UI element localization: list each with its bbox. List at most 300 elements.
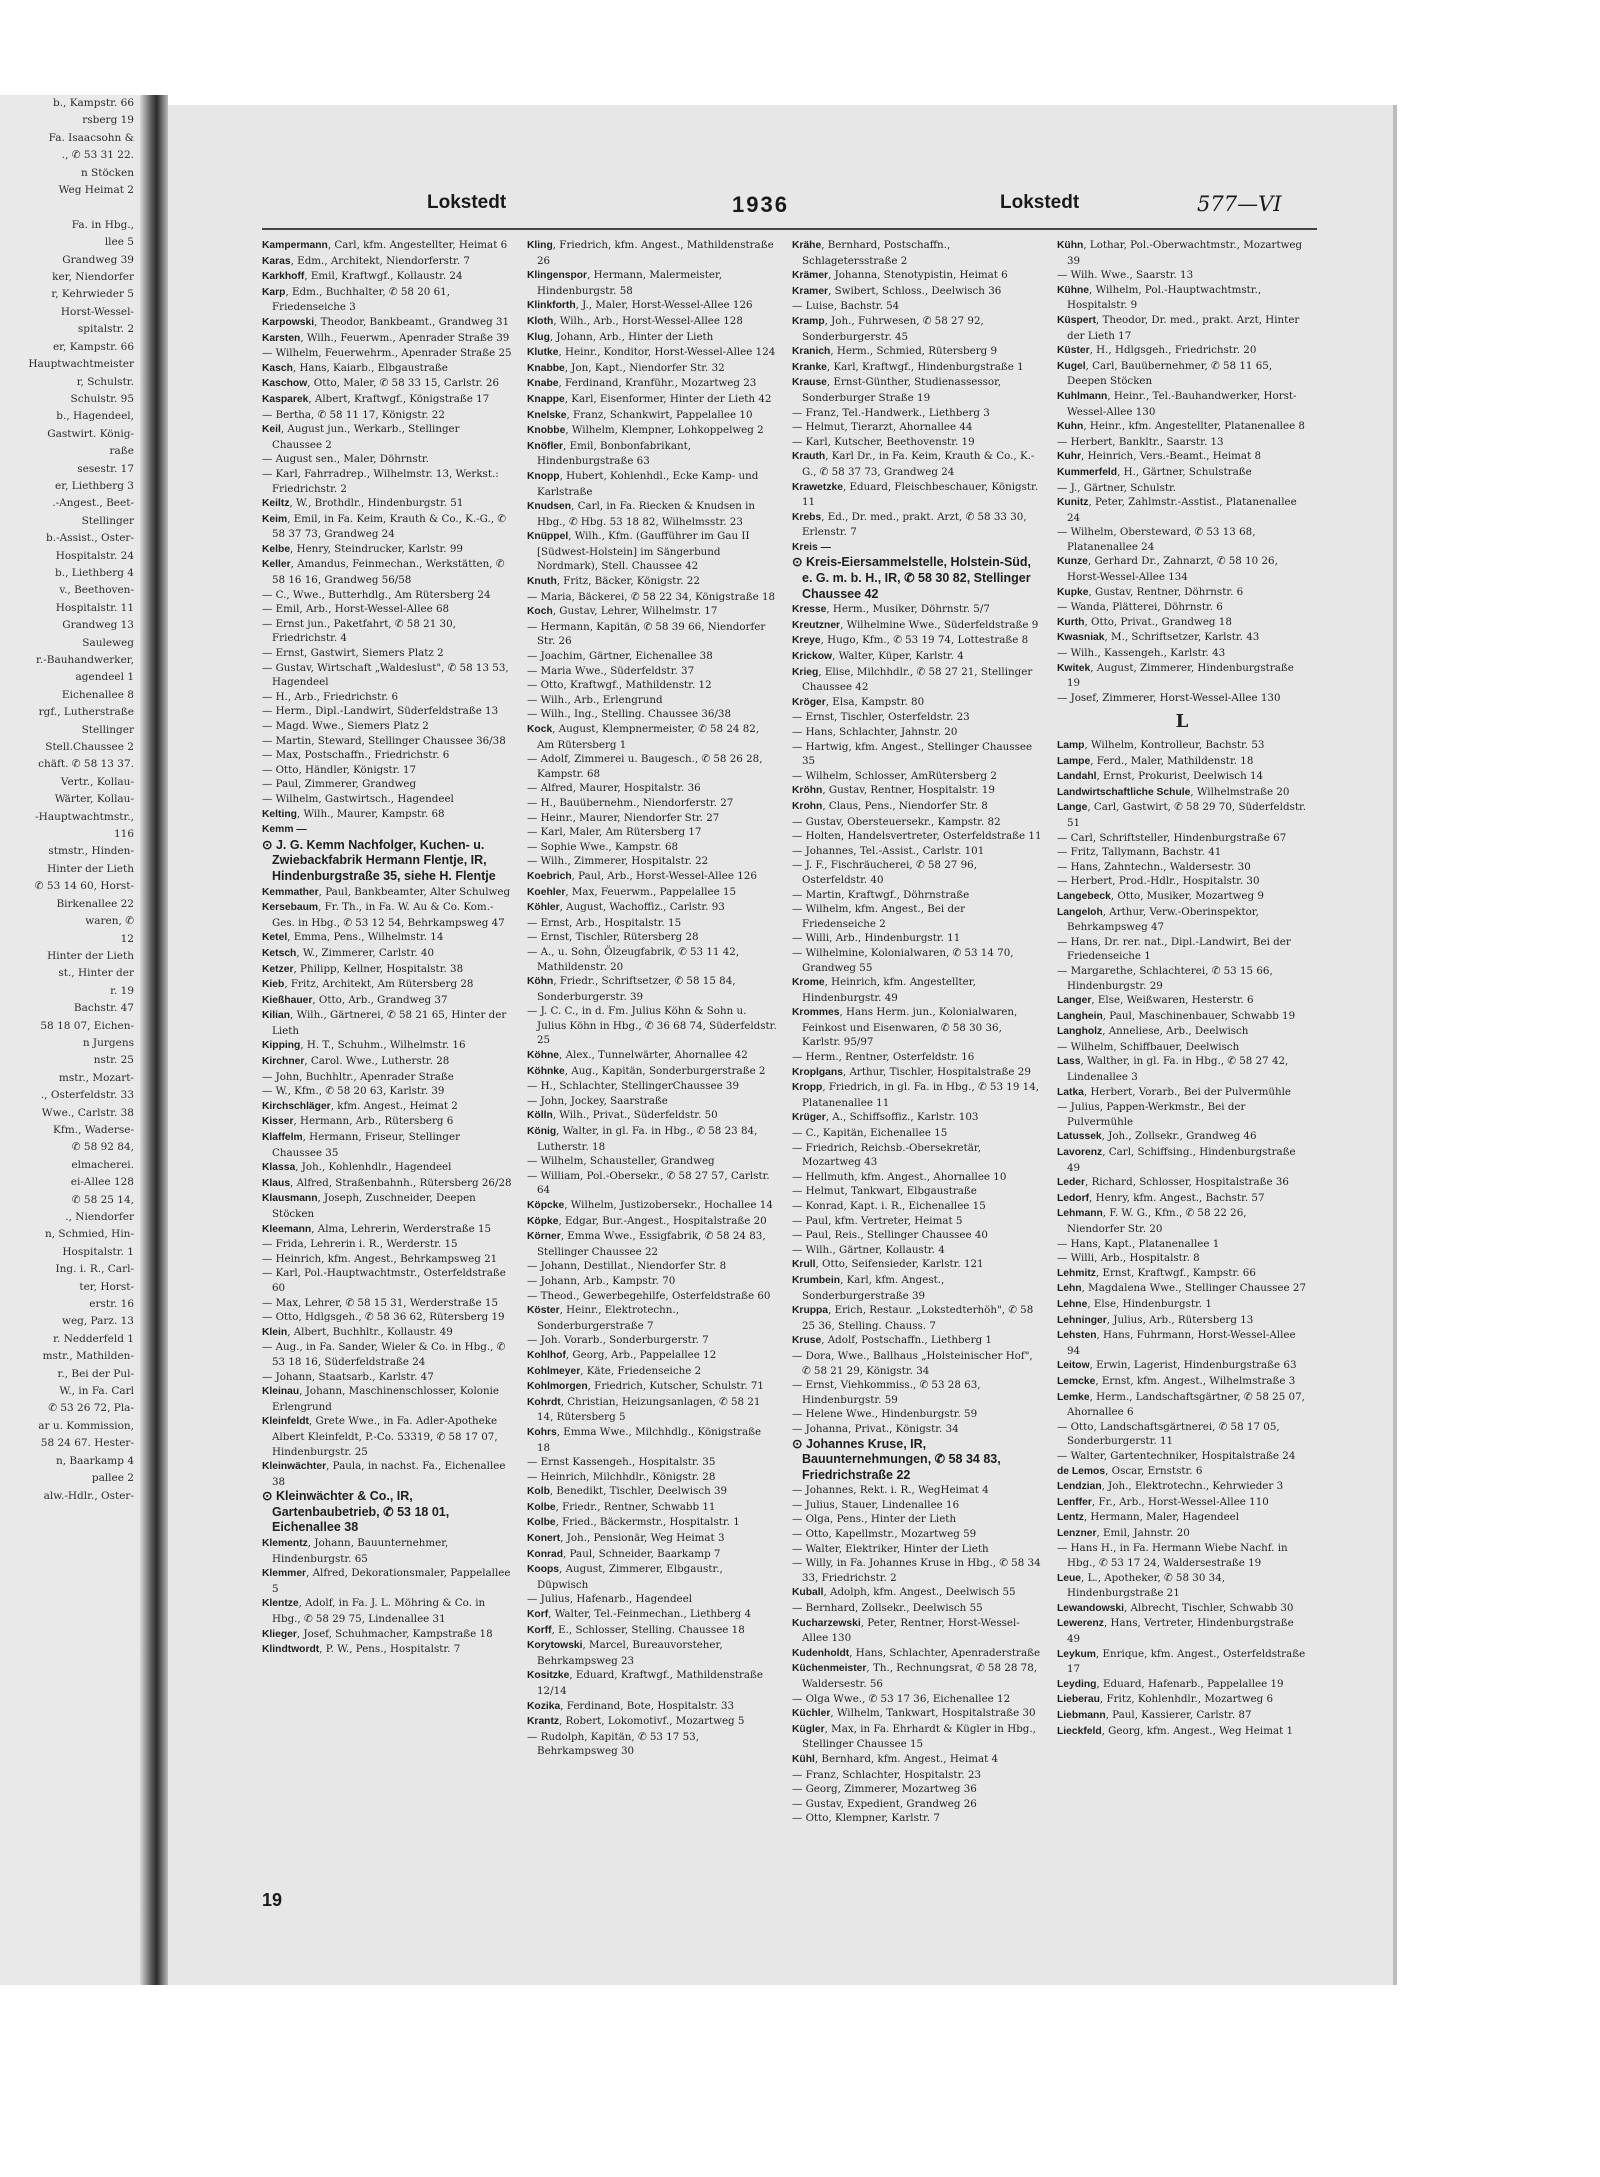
directory-entry: — Wilhelm, Feuerwehrm., Apenrader Straße 25 (262, 347, 512, 360)
directory-entry: Klentze, Adolf, in Fa. J. L. Möhring & Co. in Hbg., ✆ 58 29 75, Lindenallee 31 (262, 1597, 486, 1626)
directory-entry: Lavorenz, Carl, Schiffsing., Hindenburgstraße 49 (1057, 1146, 1296, 1174)
left-fragment-line: n Jurgens (82, 1036, 134, 1049)
directory-entry: Leder, Richard, Schlosser, Hospitalstraße 36 (1057, 1176, 1289, 1189)
directory-entry: — August sen., Maler, Döhrnstr. (262, 453, 429, 466)
directory-entry: Koch, Gustav, Lehrer, Wilhelmstr. 17 (527, 605, 718, 618)
left-page-fragment (0, 95, 140, 1985)
directory-entry: Köhler, August, Wachoffiz., Carlstr. 93 (527, 901, 725, 914)
left-fragment-line: ker, Niendorfer (52, 271, 134, 284)
directory-entry: — Willi, Arb., Hindenburgstr. 11 (792, 932, 961, 945)
directory-entry: — Julius, Pappen-Werkmstr., Bei der Pulvermühle (1057, 1101, 1246, 1128)
directory-entry: — Olga Wwe., ✆ 53 17 36, Eichenallee 12 (792, 1692, 1011, 1705)
directory-entry: Küchenmeister, Th., Rechnungsrat, ✆ 58 28 78, Waldersestr. 56 (792, 1662, 1038, 1690)
directory-entry: — Julius, Stauer, Lindenallee 16 (792, 1498, 960, 1511)
left-fragment-line: ✆ 53 26 72, Pla- (48, 1402, 134, 1415)
directory-entry: — Aug., in Fa. Sander, Wieler & Co. in Hbg., ✆ 53 18 16, Süderfeldstraße 24 (262, 1341, 506, 1368)
directory-entry: — Wilh., Arb., Erlengrund (527, 693, 663, 706)
directory-entry: Krüger, A., Schiffsoffiz., Karlstr. 103 (792, 1111, 979, 1124)
directory-entry: Kling, Friedrich, kfm. Angest., Mathildenstraße 26 (527, 239, 774, 267)
left-fragment-line: elmacherei. (71, 1158, 134, 1171)
directory-entry: — Wilhelmine, Kolonialwaren, ✆ 53 14 70, Grandweg 55 (792, 946, 1014, 974)
directory-entry: Kohrs, Emma Wwe., Milchhdlg., Königstraße 18 (527, 1425, 762, 1454)
directory-entry: — H., Bauübernehm., Niendorferstr. 27 (527, 796, 734, 809)
directory-entry: Kugel, Carl, Bauübernehmer, ✆ 58 11 65, Deepen Stöcken (1057, 359, 1273, 388)
directory-entry: Kampermann, Carl, kfm. Angestellter, Heimat 6 (262, 239, 508, 251)
directory-entry: Leyding, Eduard, Hafenarb., Pappelallee 19 (1057, 1677, 1284, 1690)
directory-entry: Ledorf, Henry, kfm. Angest., Bachstr. 57 (1057, 1191, 1265, 1204)
directory-entry: Küster, H., Hdlgsgeh., Friedrichstr. 20 (1057, 344, 1257, 357)
left-fragment-line: Hospitalstr. 11 (55, 601, 134, 614)
directory-entry: — Paul, Reis., Stellinger Chaussee 40 (792, 1229, 988, 1242)
directory-entry: Knabbe, Jon, Kapt., Niendorfer Str. 32 (527, 361, 725, 374)
directory-entry: — Otto, Kraftwgf., Mathildenstr. 12 (527, 679, 712, 692)
left-fragment-line: pallee 2 (91, 1472, 134, 1485)
directory-entry: Kröger, Elsa, Kampstr. 80 (792, 695, 925, 708)
directory-entry: Krebs, Ed., Dr. med., prakt. Arzt, ✆ 58 33 30, Erlenstr. 7 (792, 510, 1027, 539)
directory-entry: Knobbe, Wilhelm, Klempner, Lohkoppelweg 2 (527, 424, 764, 437)
directory-entry: Klug, Johann, Arb., Hinter der Lieth (527, 330, 714, 343)
directory-entry: Kröhn, Gustav, Rentner, Hospitalstr. 19 (792, 784, 995, 797)
left-fragment-line: Hospitalstr. 1 (62, 1245, 134, 1258)
left-fragment-line: r, Kehrwieder 5 (51, 288, 134, 301)
left-fragment-line: erstr. 16 (89, 1298, 134, 1311)
directory-entry: — Otto, Landschaftsgärtnerei, ✆ 58 17 05, Sonderburgerstr. 11 (1057, 1420, 1280, 1448)
left-fragment-line: ei-Allee 128 (70, 1176, 134, 1189)
directory-entry: Kemmather, Paul, Bankbeamter, Alter Schulweg (262, 885, 511, 898)
directory-entry: Kroplgans, Arthur, Tischler, Hospitalstraße 29 (792, 1065, 1031, 1078)
directory-entry: — A., u. Sohn, Ölzeugfabrik, ✆ 53 11 42, Mathildenstr. 20 (527, 945, 740, 973)
page-edge (1393, 105, 1397, 1985)
header-right-title: Lokstedt (1000, 192, 1080, 213)
directory-entry: — Frida, Lehrerin i. R., Werderstr. 15 (262, 1238, 458, 1251)
directory-entry: Kramer, Swibert, Schloss., Deelwisch 36 (792, 284, 1002, 297)
header-rule (262, 228, 1317, 230)
directory-entry: — C., Kapitän, Eichenallee 15 (792, 1127, 948, 1140)
directory-entry: Krämer, Johanna, Stenotypistin, Heimat 6 (792, 269, 1008, 282)
directory-entry: — Holten, Handelsvertreter, Osterfeldstraße 11 (792, 830, 1042, 843)
directory-entry: — Willi, Arb., Hospitalstr. 8 (1057, 1252, 1200, 1265)
directory-entry: Klassa, Joh., Kohlenhdlr., Hagendeel (262, 1161, 452, 1174)
directory-entry: Lenffer, Fr., Arb., Horst-Wessel-Allee 110 (1057, 1495, 1269, 1508)
directory-entry: — Herbert, Bankltr., Saarstr. 13 (1057, 435, 1224, 448)
directory-entry: Köhne, Alex., Tunnelwärter, Ahornallee 42 (527, 1049, 748, 1062)
directory-entry: ⊙ J. G. Kemm Nachfolger, Kuchen- u. Zwiebackfabrik Hermann Flentje, IR, Hindenburgstraße 35, siehe H. Flentje (262, 837, 496, 883)
left-fragment-line: weg, Parz. 13 (61, 1315, 134, 1328)
header-left-title: Lokstedt (427, 192, 507, 213)
directory-entry: Kwitek, August, Zimmerer, Hindenburgstraße 19 (1057, 661, 1294, 690)
directory-entry: — Bertha, ✆ 58 11 17, Königstr. 22 (262, 408, 445, 421)
directory-entry: Knuth, Fritz, Bäcker, Königstr. 22 (527, 575, 700, 588)
left-fragment-line: ✆ 53 14 60, Horst- (34, 880, 134, 893)
left-fragment-line: b., Hagendeel, (56, 410, 134, 423)
left-fragment-line: Hinter der Lieth (47, 862, 134, 875)
directory-column-1 (262, 238, 512, 1903)
directory-entry: Lehsten, Hans, Fuhrmann, Horst-Wessel-Allee 94 (1057, 1329, 1296, 1357)
directory-entry: Klein, Albert, Buchhltr., Kollaustr. 49 (262, 1325, 453, 1338)
directory-entry: — Wilhelm, Schlosser, AmRütersberg 2 (792, 769, 997, 782)
directory-entry: Klausmann, Joseph, Zuschneider, Deepen Stöcken (262, 1192, 476, 1220)
left-fragment-line: r.-Bauhandwerker, (36, 654, 134, 666)
directory-entry: Kupke, Gustav, Rentner, Döhrnstr. 6 (1057, 585, 1244, 598)
directory-entry: Knöfler, Emil, Bonbonfabrikant, Hindenburgstraße 63 (527, 439, 692, 468)
left-fragment-line: Kfm., Waderse- (53, 1123, 134, 1136)
left-fragment-line: Birkenallee 22 (56, 897, 134, 910)
left-fragment-line: llee 5 (104, 236, 134, 249)
directory-entry: — Helmut, Tankwart, Elbgaustraße (792, 1185, 977, 1198)
directory-entry: — Franz, Schlachter, Hospitalstr. 23 (792, 1768, 982, 1781)
left-fragment-line: Gastwirt. König- (47, 427, 134, 440)
directory-entry: Kruppa, Erich, Restaur. „Lokstedterhöh", ✆ 58 25 36, Stelling. Chauss. 7 (792, 1304, 1034, 1332)
directory-entry: Kolbe, Friedr., Rentner, Schwabb 11 (527, 1500, 716, 1513)
directory-entry: — Maria, Bäckerei, ✆ 58 22 34, Königstraße 18 (527, 590, 776, 603)
directory-entry: Korf, Walter, Tel.-Feinmechan., Liethberg 4 (527, 1608, 752, 1621)
directory-entry: Keiltz, W., Brothdlr., Hindenburgstr. 51 (262, 497, 464, 510)
directory-entry: Kreutzner, Wilhelmine Wwe., Süderfeldstraße 9 (792, 618, 1039, 631)
directory-entry: — Wilhelm, Schausteller, Grandweg (527, 1155, 715, 1168)
left-fragment-line: chäft. ✆ 58 13 37. (38, 758, 134, 771)
directory-entry: Konrad, Paul, Schneider, Baarkamp 7 (527, 1547, 721, 1560)
left-fragment-line: Wärter, Kollau- (54, 793, 134, 806)
footer-signature-number: 19 (262, 1890, 283, 1910)
directory-entry: Landahl, Ernst, Prokurist, Deelwisch 14 (1057, 770, 1264, 783)
directory-entry: Leue, L., Apotheker, ✆ 58 30 34, Hindenburgstraße 21 (1057, 1571, 1226, 1600)
directory-entry: Kleinwächter, Paula, in nachst. Fa., Eichenallee 38 (262, 1460, 506, 1488)
directory-entry: Kummerfeld, H., Gärtner, Schulstraße (1057, 465, 1252, 478)
left-fragment-line: spitalstr. 2 (77, 323, 134, 336)
directory-entry: Köster, Heinr., Elektrotechn., Sonderburgerstraße 7 (527, 1304, 679, 1332)
directory-entry: — Adolf, Zimmerei u. Baugesch., ✆ 58 26 28, Kampstr. 68 (527, 753, 763, 780)
directory-entry: Kruse, Adolf, Postschaffn., Liethberg 1 (792, 1334, 992, 1347)
left-fragment-line: n Stöcken (80, 166, 134, 179)
directory-entry: Knüppel, Wilh., Kfm. (Gaufführer im Gau II [Südwest-Holstein] im Sängerbund Nordmark), Stell. Chaussee 42 (527, 530, 750, 573)
directory-entry: Lehninger, Julius, Arb., Rütersberg 13 (1057, 1313, 1254, 1326)
left-fragment-line: v., Beethoven- (59, 584, 134, 597)
directory-entry: Koebrich, Paul, Arb., Horst-Wessel-Allee 126 (527, 869, 757, 882)
directory-entry: König, Walter, in gl. Fa. in Hbg., ✆ 58 23 84, Lutherstr. 18 (527, 1125, 758, 1153)
directory-entry: Lewerenz, Hans, Vertreter, Hindenburgstraße 49 (1057, 1617, 1294, 1646)
left-fragment-line: st., Hinter der (58, 967, 134, 980)
directory-entry: — Otto, Händler, Königstr. 17 (262, 763, 417, 776)
directory-entry: — Hans, Dr. rer. nat., Dipl.-Landwirt, Bei der Friedenseiche 1 (1057, 935, 1291, 963)
directory-entry: Kolbe, Fried., Bäckermstr., Hospitalstr. 1 (527, 1516, 740, 1529)
directory-entry: Köhnke, Aug., Kapitän, Sonderburgerstraße 2 (527, 1064, 766, 1077)
directory-entry: Krohn, Claus, Pens., Niendorfer Str. 8 (792, 799, 988, 812)
directory-entry: — Joh. Vorarb., Sonderburgerstr. 7 (527, 1334, 709, 1347)
directory-entry: Kreye, Hugo, Kfm., ✆ 53 19 74, Lottestraße 8 (792, 634, 1029, 647)
directory-entry: Kleinfeldt, Grete Wwe., in Fa. Adler-Apotheke Albert Kleinfeldt, P.-Co. 53319, ✆ 58 17 07, Hindenburgstr. 25 (262, 1415, 498, 1458)
directory-entry: ⊙ Kleinwächter & Co., IR, Gartenbaubetrieb, ✆ 53 18 01, Eichenallee 38 (262, 1489, 450, 1535)
left-fragment-line: er, Liethberg 3 (55, 479, 134, 492)
directory-entry: Kohlhof, Georg, Arb., Pappelallee 12 (527, 1348, 717, 1361)
left-fragment-line: r. Nedderfeld 1 (53, 1332, 134, 1345)
directory-entry: — Wilhelm, Gastwirtsch., Hagendeel (262, 792, 454, 805)
directory-entry: — Karl, Pol.-Hauptwachtmstr., Osterfeldstraße 60 (262, 1267, 506, 1294)
directory-entry: Latussek, Joh., Zollsekr., Grandweg 46 (1057, 1130, 1257, 1143)
left-fragment-line: ter, Horst- (79, 1280, 134, 1293)
directory-entry: Kock, August, Klempnermeister, ✆ 58 24 82, Am Rütersberg 1 (527, 723, 760, 751)
directory-entry: — Ernst, Arb., Hospitalstr. 15 (527, 916, 682, 929)
left-fragment-line: ., ✆ 53 31 22. (61, 149, 134, 162)
directory-entry: — Konrad, Kapt. i. R., Eichenallee 15 (792, 1200, 986, 1212)
directory-entry: Knappe, Karl, Eisenformer, Hinter der Lieth 42 (527, 392, 772, 405)
directory-entry: Klementz, Johann, Bauunternehmer, Hindenburgstr. 65 (262, 1537, 449, 1565)
left-fragment-line: Vertr., Kollau- (60, 775, 134, 788)
directory-entry: Kunze, Gerhard Dr., Zahnarzt, ✆ 58 10 26, Horst-Wessel-Allee 134 (1057, 555, 1278, 584)
directory-entry: — Martin, Kraftwgf., Döhrnstraße (792, 888, 970, 901)
directory-entry: — Wilhelm, Obersteward, ✆ 53 13 68, Platanenallee 24 (1057, 526, 1256, 553)
directory-entry: Lange, Carl, Gastwirt, ✆ 58 29 70, Süderfeldstr. 51 (1057, 801, 1307, 829)
directory-entry: Krumbein, Karl, kfm. Angest., Sonderburgerstraße 39 (792, 1273, 945, 1302)
directory-entry: Kreis — (792, 541, 831, 553)
directory-entry: Kolb, Benedikt, Tischler, Deelwisch 39 (527, 1485, 728, 1498)
directory-entry: — Walter, Gartentechniker, Hospitalstraße 24 (1057, 1449, 1296, 1462)
directory-column-4 (1057, 238, 1307, 1903)
directory-entry: Krieg, Elise, Milchhdlr., ✆ 58 27 21, Stellinger Chaussee 42 (792, 665, 1033, 694)
directory-entry: Knopp, Hubert, Kohlenhdl., Ecke Kamp- und Karlstraße (527, 469, 759, 498)
directory-entry: — Ernst Kassengeh., Hospitalstr. 35 (527, 1456, 716, 1469)
directory-entry: Kohlmeyer, Käte, Friedenseiche 2 (527, 1364, 702, 1377)
directory-entry: — Otto, Kapellmstr., Mozartweg 59 (792, 1528, 977, 1541)
left-fragment-line: ., Osterfeldstr. 33 (40, 1089, 134, 1102)
directory-entry: Knudsen, Carl, in Fa. Riecken & Knudsen in Hbg., ✆ Hbg. 53 18 82, Wilhelmsstr. 23 (527, 500, 756, 528)
directory-entry: — Max, Lehrer, ✆ 58 15 31, Werderstraße 15 (262, 1296, 499, 1309)
directory-entry: Krull, Otto, Seifensieder, Karlstr. 121 (792, 1258, 984, 1271)
directory-entry: Köpcke, Wilhelm, Justizobersekr., Hochallee 14 (527, 1199, 773, 1211)
directory-entry: Klindtwordt, P. W., Pens., Hospitalstr. 7 (262, 1643, 461, 1656)
left-fragment-line: 12 (120, 932, 134, 945)
directory-entry: Klaus, Alfred, Straßenbahnh., Rütersberg 26/28 (262, 1176, 512, 1189)
directory-entry: — Paul, Zimmerer, Grandweg (262, 778, 417, 791)
directory-entry: Klingenspor, Hermann, Malermeister, Hindenburgstr. 58 (527, 269, 723, 297)
left-fragment-line: Grandweg 39 (62, 253, 134, 266)
left-fragment-line: Eichenallee 8 (61, 688, 134, 701)
directory-entry: — Johannes, Rekt. i. R., WegHeimat 4 (792, 1484, 989, 1497)
directory-entry: Lemke, Herm., Landschaftsgärtner, ✆ 58 25 07, Ahornallee 6 (1057, 1390, 1305, 1419)
directory-entry: Kohrdt, Christian, Heizungsanlagen, ✆ 58 21 14, Rütersberg 5 (527, 1395, 761, 1424)
directory-entry: Konert, Joh., Pensionär, Weg Heimat 3 (527, 1532, 725, 1545)
directory-entry: — Georg, Zimmerer, Mozartweg 36 (792, 1783, 977, 1796)
left-fragment-line: -Hauptwachtmstr., (35, 810, 134, 823)
left-fragment-line: rgf., Lutherstraße (38, 706, 134, 719)
directory-entry: Kozika, Ferdinand, Bote, Hospitalstr. 33 (527, 1699, 735, 1712)
directory-entry: — Fritz, Tallymann, Bachstr. 41 (1057, 846, 1222, 859)
directory-entry: — C., Wwe., Butterhdlg., Am Rütersberg 24 (262, 588, 491, 601)
directory-entry: Kuhlmann, Heinr., Tel.-Bauhandwerker, Horst-Wessel-Allee 130 (1057, 389, 1297, 418)
directory-entry: Kühne, Wilhelm, Pol.-Hauptwachtmstr., Hospitalstr. 9 (1057, 283, 1262, 312)
left-fragment-line: alw.-Hdlr., Oster- (43, 1489, 134, 1502)
directory-entry: Kemm — (262, 824, 307, 836)
left-fragment-line: .-Angest., Beet- (52, 497, 134, 510)
directory-entry: — Helene Wwe., Hindenburgstr. 59 (792, 1408, 978, 1421)
directory-entry: Kügler, Max, in Fa. Ehrhardt & Kügler in Hbg., Stellinger Chaussee 15 (792, 1722, 1036, 1751)
directory-entry: — Hellmuth, kfm. Angest., Ahornallee 10 (792, 1170, 1007, 1183)
directory-entry: Karpowski, Theodor, Bankbeamt., Grandweg 31 (262, 315, 510, 328)
directory-entry: Kühl, Bernhard, kfm. Angest., Heimat 4 (792, 1752, 999, 1765)
directory-entry: — Carl, Schriftsteller, Hindenburgstraße 67 (1057, 831, 1287, 844)
directory-entry: — Theod., Gewerbegehilfe, Osterfeldstraße 60 (527, 1289, 771, 1302)
left-fragment-line: Bachstr. 47 (73, 1002, 134, 1015)
directory-entry: Keller, Amandus, Feinmechan., Werkstätten, ✆ 58 16 16, Grandweg 56/58 (262, 558, 505, 587)
directory-entry: Krauth, Karl Dr., in Fa. Keim, Krauth & Co., K.-G., ✆ 58 37 73, Grandweg 24 (792, 450, 1035, 478)
directory-entry: — Franz, Tel.-Handwerk., Liethberg 3 (792, 406, 990, 419)
directory-entry: Kucharzewski, Peter, Rentner, Horst-Wessel-Allee 130 (792, 1616, 1020, 1645)
directory-entry: — Hans, Kapt., Platanenallee 1 (1057, 1237, 1220, 1250)
directory-entry: — Rudolph, Kapitän, ✆ 53 17 53, Behrkampsweg 30 (527, 1730, 700, 1758)
directory-entry: Kelting, Wilh., Maurer, Kampstr. 68 (262, 807, 445, 820)
left-fragment-line: 58 18 07, Eichen- (40, 1019, 134, 1032)
directory-entry: — Ernst, Gastwirt, Siemers Platz 2 (262, 647, 444, 660)
directory-entry: — Johann, Staatsarb., Karlstr. 47 (262, 1370, 434, 1383)
left-fragment-line: rsberg 19 (82, 114, 134, 127)
directory-entry: — Hans H., in Fa. Hermann Wiebe Nachf. in Hbg., ✆ 53 17 24, Waldersestraße 19 (1057, 1542, 1288, 1570)
left-fragment-line: Fa. Isaacsohn & (48, 131, 134, 144)
left-fragment-line: waren, ✆ (85, 915, 134, 928)
directory-entry: Knelske, Franz, Schankwirt, Pappelallee 10 (527, 408, 753, 421)
directory-entry: Leitow, Erwin, Lagerist, Hindenburgstraße 63 (1057, 1359, 1297, 1372)
directory-entry: — Magd. Wwe., Siemers Platz 2 (262, 720, 429, 732)
directory-entry: — Joachim, Gärtner, Eichenallee 38 (527, 650, 713, 663)
directory-entry: Krähe, Bernhard, Postschaffn., Schlagetersstraße 2 (792, 239, 951, 267)
directory-entry: Kipping, H. T., Schuhm., Wilhelmstr. 16 (262, 1039, 466, 1052)
directory-entry: — Herm., Dipl.-Landwirt, Süderfeldstraße 13 (262, 705, 499, 718)
page-header (262, 192, 1317, 224)
directory-entry: Kunitz, Peter, Zahlmstr.-Asstist., Platanenallee 24 (1057, 496, 1297, 524)
directory-entry: — Johann, Destillat., Niendorfer Str. 8 (527, 1260, 727, 1273)
directory-entry: Kelbe, Henry, Steindrucker, Karlstr. 99 (262, 542, 463, 555)
directory-entry: Lehmann, F. W. G., Kfm., ✆ 58 22 26, Niendorfer Str. 20 (1057, 1207, 1247, 1235)
directory-entry: Klieger, Josef, Schuhmacher, Kampstraße 18 (262, 1627, 493, 1640)
directory-entry: Lieberau, Fritz, Kohlenhdlr., Mozartweg 6 (1057, 1693, 1274, 1706)
directory-entry: — Olga, Pens., Hinter der Lieth (792, 1513, 957, 1526)
directory-entry: — Ernst, Tischler, Osterfeldstr. 23 (792, 711, 970, 724)
directory-entry: de Lemos, Oscar, Ernststr. 6 (1057, 1464, 1203, 1477)
directory-entry: — Josef, Zimmerer, Horst-Wessel-Allee 130 (1057, 691, 1281, 704)
directory-entry: Köpke, Edgar, Bur.-Angest., Hospitalstraße 20 (527, 1214, 767, 1227)
left-fragment-line: Stellinger (81, 723, 134, 736)
directory-entry: — H., Arb., Friedrichstr. 6 (262, 690, 399, 703)
directory-entry: Lieckfeld, Georg, kfm. Angest., Weg Heimat 1 (1057, 1724, 1294, 1737)
directory-entry: Lendzian, Joh., Elektrotechn., Kehrwieder 3 (1057, 1480, 1284, 1493)
directory-entry: Krawetzke, Eduard, Fleischbeschauer, Königstr. 11 (792, 480, 1039, 509)
directory-entry: — Ernst, Viehkommiss., ✆ 53 28 63, Hindenburgstr. 59 (792, 1379, 981, 1406)
directory-entry: — H., Schlachter, StellingerChaussee 39 (527, 1080, 740, 1093)
left-fragment-line: b.-Assist., Oster- (46, 532, 134, 545)
directory-entry: — Alfred, Maurer, Hospitalstr. 36 (527, 782, 701, 795)
directory-entry: Lampe, Ferd., Maler, Mathildenstr. 18 (1057, 754, 1254, 767)
left-fragment-line: Wwe., Carlstr. 38 (41, 1106, 134, 1119)
directory-column-2 (527, 238, 777, 1903)
directory-entry: — Wilh., Gärtner, Kollaustr. 4 (792, 1243, 945, 1256)
directory-entry: Kirchner, Carol. Wwe., Lutherstr. 28 (262, 1055, 450, 1068)
left-fragment-line: Grandweg 13 (62, 619, 134, 632)
directory-entry: Lehmitz, Ernst, Kraftwgf., Kampstr. 66 (1057, 1266, 1256, 1279)
directory-entry: Lemcke, Ernst, kfm. Angest., Wilhelmstraße 3 (1057, 1374, 1296, 1387)
directory-entry: Langholz, Anneliese, Arb., Deelwisch (1057, 1025, 1249, 1038)
directory-entry: Kloth, Wilh., Arb., Horst-Wessel-Allee 128 (527, 314, 743, 327)
directory-entry: — Ernst jun., Paketfahrt, ✆ 58 21 30, Friedrichstr. 4 (262, 617, 456, 645)
directory-entry: Koehler, Max, Feuerwm., Pappelallee 15 (527, 885, 737, 898)
directory-entry: Lewandowski, Albrecht, Tischler, Schwabb 30 (1057, 1601, 1294, 1614)
left-fragment-line: nstr. 25 (93, 1054, 134, 1067)
directory-entry: Leykum, Enrique, kfm. Angest., Osterfeldstraße 17 (1057, 1647, 1306, 1676)
directory-entry: Klutke, Heinr., Konditor, Horst-Wessel-Allee 124 (527, 346, 776, 359)
directory-entry: Kasch, Hans, Kaiarb., Elbgaustraße (262, 361, 448, 374)
directory-entry: Kühn, Lothar, Pol.-Oberwachtmstr., Mozartweg 39 (1057, 239, 1303, 267)
left-fragment-line: r. 19 (110, 984, 134, 997)
directory-entry: ⊙ Kreis-Eiersammelstelle, Holstein-Süd, e. G. m. b. H., IR, ✆ 58 30 82, Stellinger Chaussee 42 (792, 555, 1032, 601)
left-fragment-line: Horst-Wessel- (60, 305, 134, 318)
directory-entry: Kleinau, Johann, Maschinenschlosser, Kolonie Erlengrund (262, 1385, 499, 1413)
directory-entry: Kranke, Karl, Kraftwgf., Hindenburgstraße 1 (792, 360, 1024, 373)
directory-entry: Kersebaum, Fr. Th., in Fa. W. Au & Co. Kom.-Ges. in Hbg., ✆ 53 12 54, Behrkampsweg 47 (262, 901, 505, 929)
directory-entry: Kwasniak, M., Schriftsetzer, Karlstr. 43 (1057, 631, 1260, 644)
directory-entry: — Johann, Arb., Kampstr. 70 (527, 1274, 676, 1287)
directory-entry: — Hermann, Kapitän, ✆ 58 39 66, Niendorfer Str. 26 (527, 620, 766, 648)
directory-entry: Langer, Else, Weißwaren, Hesterstr. 6 (1057, 994, 1254, 1007)
directory-entry: — Wilh., Zimmerer, Hospitalstr. 22 (527, 855, 709, 868)
directory-entry: — Karl, Fahrradrep., Wilhelmstr. 13, Werkst.: Friedrichstr. 2 (262, 467, 499, 495)
directory-entry: — Wanda, Plätterei, Döhrnstr. 6 (1057, 601, 1223, 614)
directory-entry: Keim, Emil, in Fa. Keim, Krauth & Co., K.-G., ✆ 58 37 73, Grandweg 24 (262, 512, 506, 541)
left-fragment-line: ., Niendorfer (65, 1211, 134, 1223)
directory-entry: Kaschow, Otto, Maler, ✆ 58 33 15, Carlstr. 26 (262, 377, 500, 390)
directory-entry: — Maria Wwe., Süderfeldstr. 37 (527, 664, 695, 677)
left-fragment-line: sesestr. 17 (77, 462, 134, 475)
directory-entry: Kisser, Hermann, Arb., Rütersberg 6 (262, 1115, 454, 1128)
directory-entry: — Willy, in Fa. Johannes Kruse in Hbg., ✆ 58 34 33, Friedrichstr. 2 (792, 1557, 1041, 1584)
directory-entry: — Hans, Schlachter, Jahnstr. 20 (792, 726, 958, 738)
directory-entry: Lehne, Else, Hindenburgstr. 1 (1057, 1297, 1212, 1310)
left-fragment-line: Stellinger (81, 514, 134, 527)
directory-entry: — Max, Postschaffn., Friedrichstr. 6 (262, 749, 450, 762)
directory-entry: Körner, Emma Wwe., Essigfabrik, ✆ 58 24 83, Stellinger Chaussee 22 (527, 1230, 766, 1258)
directory-entry: Lenzner, Emil, Jahnstr. 20 (1057, 1526, 1190, 1539)
directory-entry: — John, Buchhltr., Apenrader Straße (262, 1070, 454, 1083)
directory-entry: Ketsch, W., Zimmerer, Carlstr. 40 (262, 946, 435, 959)
left-fragment-line: Schulstr. 95 (70, 392, 134, 405)
directory-entry: — J., Gärtner, Schulstr. (1057, 481, 1177, 494)
directory-entry: — Gustav, Wirtschaft „Waldeslust", ✆ 58 13 53, Hagendeel (262, 661, 509, 689)
directory-entry: — Wilh., Kassengeh., Karlstr. 43 (1057, 647, 1226, 660)
directory-entry: Kranich, Herm., Schmied, Rütersberg 9 (792, 345, 998, 358)
left-fragment-line: mstr., Mathilden- (42, 1350, 134, 1363)
directory-entry: Küspert, Theodor, Dr. med., prakt. Arzt, Hinter der Lieth 17 (1057, 313, 1300, 342)
directory-entry: Krause, Ernst-Günther, Studienassessor, Sonderburger Straße 19 (792, 376, 1002, 404)
left-fragment-line: r, Schulstr. (76, 375, 134, 388)
directory-entry: Koops, August, Zimmerer, Elbgaustr., Düpwisch (527, 1563, 723, 1591)
directory-entry: — Gustav, Obersteuersekr., Kampstr. 82 (792, 815, 1001, 828)
directory-entry: Kießhauer, Otto, Arb., Grandweg 37 (262, 993, 448, 1006)
directory-entry: Klinkforth, J., Maler, Horst-Wessel-Allee 126 (527, 299, 753, 312)
directory-entry: — Johannes, Tel.-Assist., Carlstr. 101 (792, 844, 985, 857)
left-fragment-line: Hospitalstr. 24 (55, 549, 134, 562)
directory-entry: Kropp, Friedrich, in gl. Fa. in Hbg., ✆ 53 19 14, Platanenallee 11 (792, 1081, 1040, 1109)
directory-entry: Kresse, Herm., Musiker, Döhrnstr. 5/7 (792, 603, 990, 616)
directory-entry: — Ernst, Tischler, Rütersberg 28 (527, 931, 699, 944)
book-gutter (140, 95, 168, 1985)
left-fragment-line: W., in Fa. Carl (59, 1385, 134, 1398)
directory-entry: Kuhn, Heinr., kfm. Angestellter, Platanenallee 8 (1057, 420, 1305, 433)
left-fragment-line: b., Kampstr. 66 (52, 97, 134, 109)
directory-entry: Landwirtschaftliche Schule, Wilhelmstraße 20 (1057, 785, 1290, 798)
directory-entry: Langeloh, Arthur, Verw.-Oberinspektor, Behrkampsweg 47 (1057, 905, 1259, 934)
left-fragment-line: n, Baarkamp 4 (55, 1454, 134, 1467)
directory-entry: Klaffelm, Hermann, Friseur, Stellinger Chaussee 35 (262, 1131, 460, 1159)
directory-entry: — Wilhelm, Schiffbauer, Deelwisch (1057, 1040, 1240, 1053)
directory-entry: — Luise, Bachstr. 54 (792, 300, 900, 313)
left-fragment-line (0, 199, 140, 216)
left-fragment-line: 116 (113, 828, 134, 841)
